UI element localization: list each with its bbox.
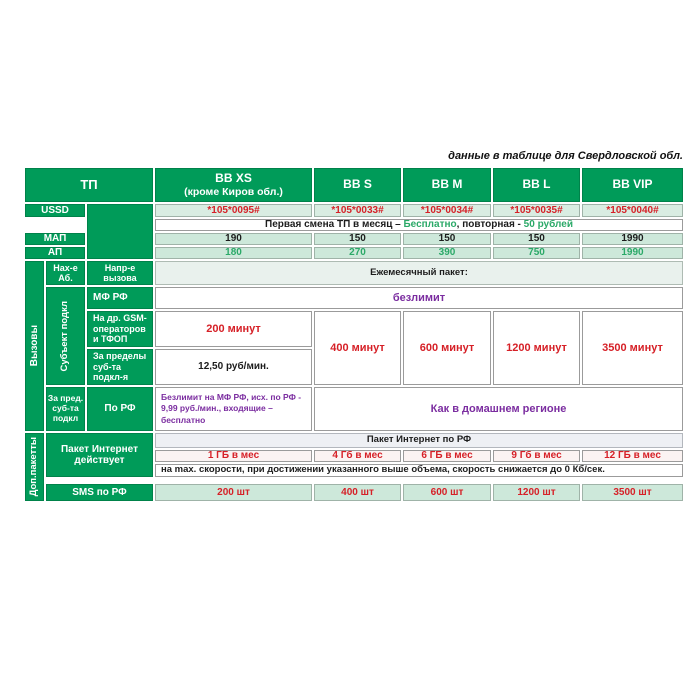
internet-volume: 12 ГБ в мес xyxy=(582,450,683,462)
plan-name: BB VIP xyxy=(612,177,653,192)
plan-name: BB M xyxy=(431,177,463,192)
label-subject-podkl xyxy=(46,287,85,385)
plan-header-bb-l xyxy=(493,168,580,202)
internet-volume: 4 Гб в мес xyxy=(314,450,401,462)
label-sms: SMS по РФ xyxy=(46,484,153,501)
sms-value: 600 шт xyxy=(403,484,491,501)
ap-value: 1990 xyxy=(582,247,683,259)
monthly-package-title: Ежемесячный пакет: xyxy=(155,261,683,285)
roaming-xs-details: Безлимит на МФ РФ, исх. по РФ - 9,99 руб./мин., входящие – бесплатно xyxy=(155,387,312,431)
internet-volume: 1 ГБ в мес xyxy=(155,450,312,462)
internet-volume: 6 ГБ в мес xyxy=(403,450,491,462)
corner-header-tp: ТП xyxy=(25,168,153,202)
mf-rf-value: безлимит xyxy=(155,287,683,309)
map-value: 190 xyxy=(155,233,312,245)
group-label-calls-text: Вызовы xyxy=(28,325,40,367)
minutes-value: 600 минут xyxy=(403,311,491,385)
sms-value: 200 шт xyxy=(155,484,312,501)
plan-subtitle: (кроме Киров обл.) xyxy=(184,185,283,198)
internet-volume: 9 Гб в мес xyxy=(493,450,580,462)
label-subject-podkl-text: Субъект подкл xyxy=(59,300,71,372)
label-roaming-group: За пред. суб-та подкл xyxy=(46,387,85,431)
plan-name: BB S xyxy=(343,177,372,192)
change-fee-note xyxy=(155,219,683,231)
sms-value: 3500 шт xyxy=(582,484,683,501)
gsm-minutes-xs: 200 минут xyxy=(155,311,312,347)
sms-value: 1200 шт xyxy=(493,484,580,501)
roaming-others: Как в домашнем регионе xyxy=(314,387,683,431)
ussd-code: *105*0095# xyxy=(155,204,312,217)
ussd-code: *105*0033# xyxy=(314,204,401,217)
sms-value: 400 шт xyxy=(314,484,401,501)
label-subscriber-location: Нах-е Аб. xyxy=(46,261,85,285)
ap-value: 180 xyxy=(155,247,312,259)
spacer-green-cell xyxy=(87,204,153,259)
ap-value: 750 xyxy=(493,247,580,259)
row-label-map: МАП xyxy=(25,233,85,245)
internet-speed-note: на max. скорости, при достижении указанного выше объема, скорость снижается до 0 Кб/сек. xyxy=(155,464,683,477)
ap-value: 390 xyxy=(403,247,491,259)
label-internet-package: Пакет Интернет действует xyxy=(46,433,153,477)
tariff-table xyxy=(25,168,683,501)
group-label-packages-text: Доп.пакетты xyxy=(28,437,40,497)
label-outside-region: За пределы суб-та подкл-я xyxy=(87,349,153,385)
ap-value: 270 xyxy=(314,247,401,259)
ussd-code: *105*0040# xyxy=(582,204,683,217)
label-mf-rf: МФ РФ xyxy=(87,287,153,309)
map-value: 1990 xyxy=(582,233,683,245)
label-po-rf: По РФ xyxy=(87,387,153,431)
plan-header-bb-xs xyxy=(155,168,312,202)
region-note: данные в таблице для Свердловской обл. xyxy=(448,150,683,162)
change-fee-price: 50 рублей xyxy=(523,219,573,231)
plan-header-bb-m xyxy=(403,168,491,202)
plan-name: BB L xyxy=(522,177,551,192)
minutes-value: 3500 минут xyxy=(582,311,683,385)
change-fee-text: Первая смена ТП в месяц – xyxy=(265,219,404,231)
label-call-direction: Напр-е вызова xyxy=(87,261,153,285)
minutes-value: 1200 минут xyxy=(493,311,580,385)
plan-name: BB XS xyxy=(215,171,252,186)
row-label-ussd: USSD xyxy=(25,204,85,217)
label-gsm-operators: На др. GSM-операторов и ТФОП xyxy=(87,311,153,347)
outside-rate-xs: 12,50 руб/мин. xyxy=(155,349,312,385)
map-value: 150 xyxy=(314,233,401,245)
map-value: 150 xyxy=(403,233,491,245)
ussd-code: *105*0034# xyxy=(403,204,491,217)
ussd-code: *105*0035# xyxy=(493,204,580,217)
internet-title: Пакет Интернет по РФ xyxy=(155,433,683,448)
row-label-ap: АП xyxy=(25,247,85,259)
group-label-packages xyxy=(25,433,44,501)
change-fee-text: , повторная - xyxy=(456,219,524,231)
map-value: 150 xyxy=(493,233,580,245)
plan-header-bb-vip xyxy=(582,168,683,202)
change-fee-free: Бесплатно xyxy=(403,219,457,231)
minutes-value: 400 минут xyxy=(314,311,401,385)
group-label-calls xyxy=(25,261,44,431)
plan-header-bb-s xyxy=(314,168,401,202)
